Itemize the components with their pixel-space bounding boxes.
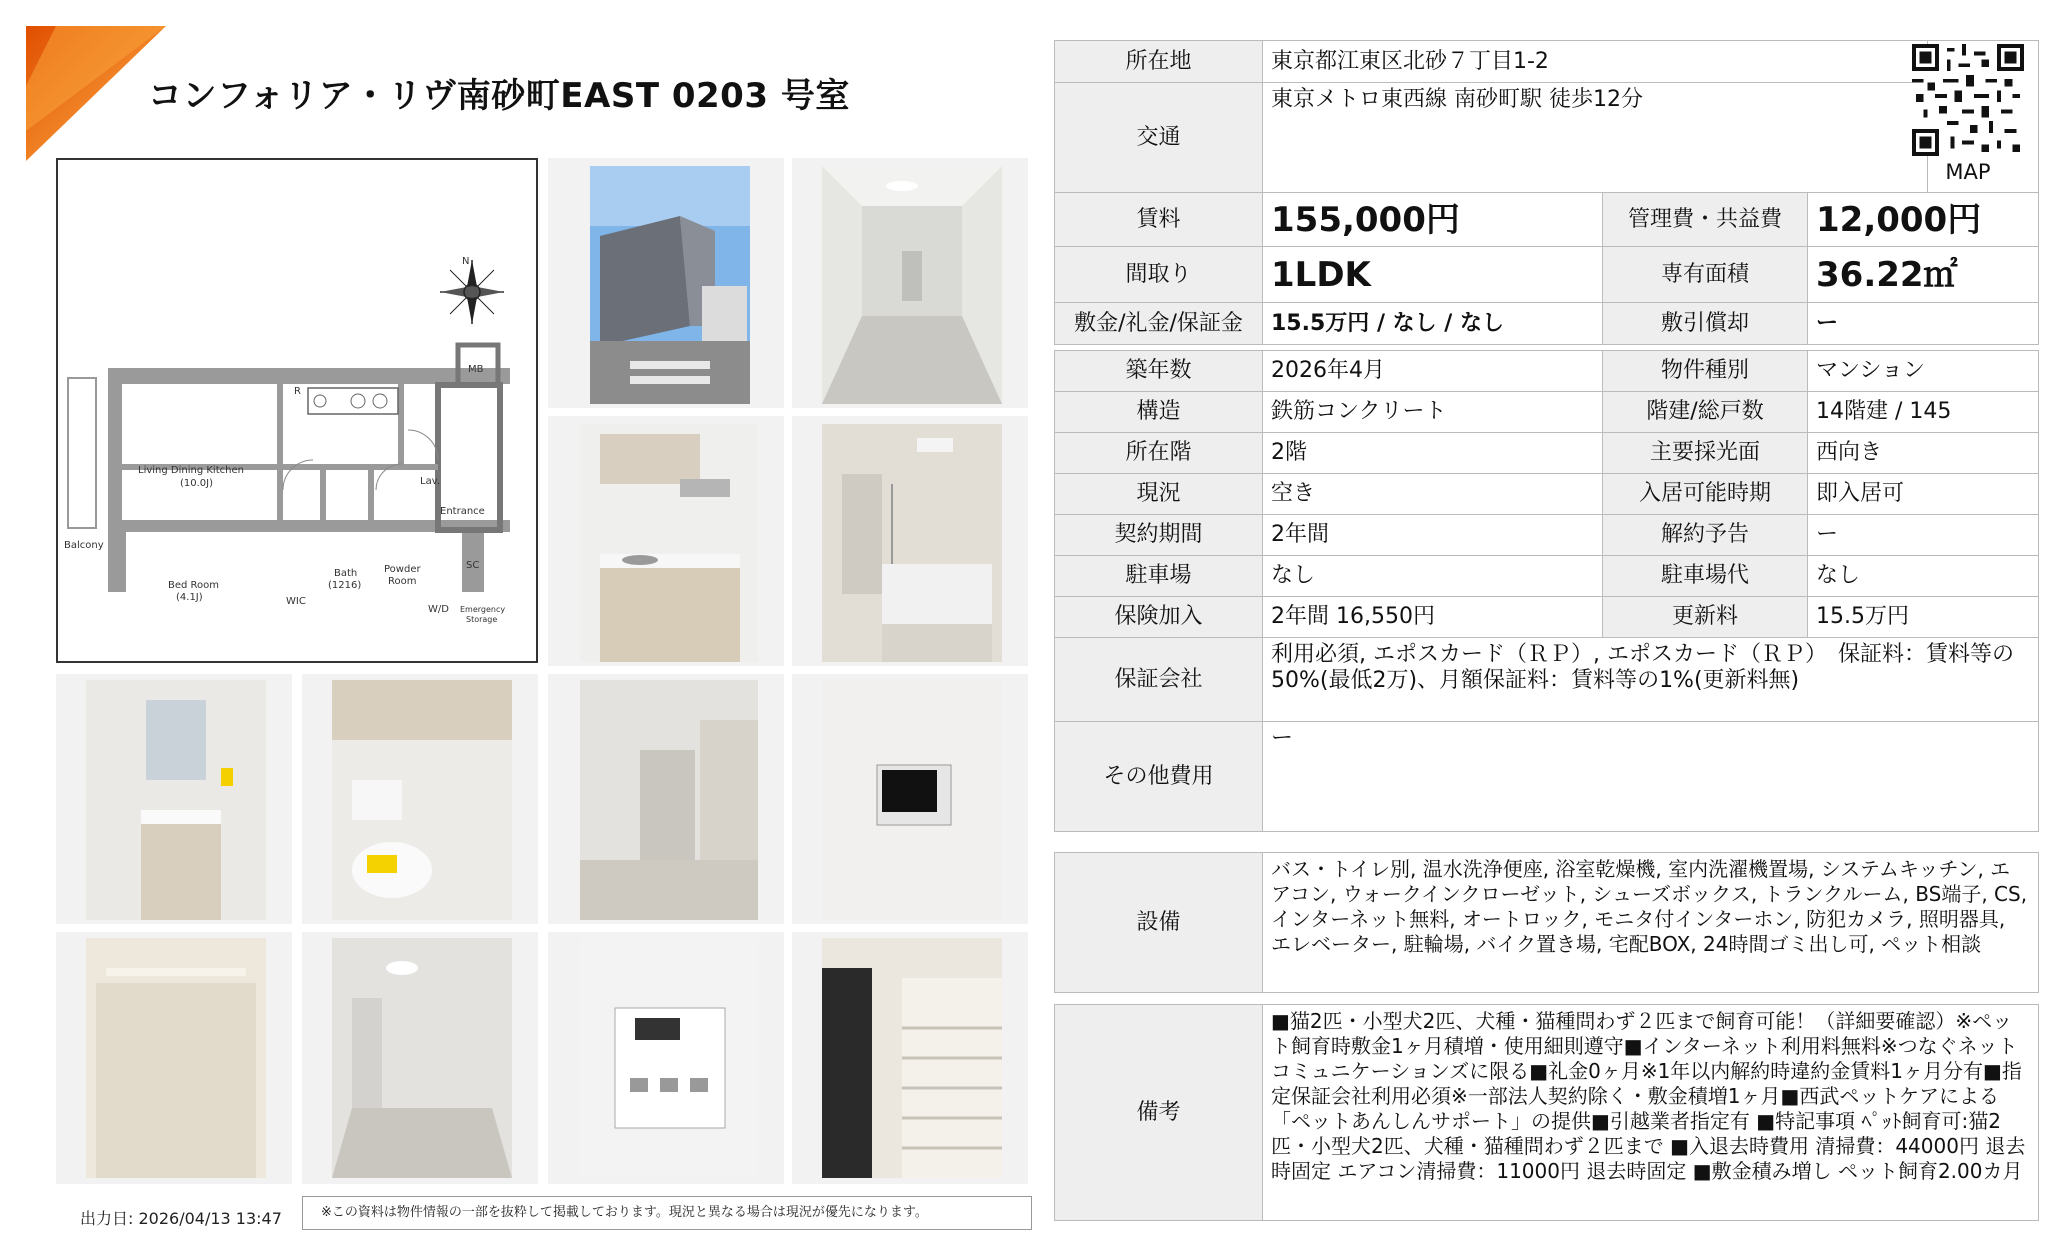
fp-label-bed-size: (4.1J) xyxy=(176,592,203,603)
fp-label-north: N xyxy=(462,256,470,267)
amortization-label: 敷引償却 xyxy=(1603,303,1808,345)
bath-controller-photo[interactable] xyxy=(580,938,758,1178)
equipment-table xyxy=(1054,852,2039,993)
insurance-value: 2年間 16,550円 xyxy=(1263,597,1603,638)
address-value: 東京都江東区北砂７丁目1-2 xyxy=(1263,41,1928,83)
property-title: コンフォリア・リヴ南砂町EAST 0203 号室 xyxy=(148,76,850,116)
other-fees-value: ー xyxy=(1263,722,2039,832)
shoe-cabinet-photo[interactable] xyxy=(822,938,1002,1178)
toilet-photo[interactable] xyxy=(332,680,512,920)
other-fees-label: その他費用 xyxy=(1055,722,1263,832)
fp-label-sc: SC xyxy=(466,560,480,571)
remarks-value: ■猫2匹・小型犬2匹、犬種・猫種問わず２匹まで飼育可能！（詳細要確認）※ペット飼育時敷金1ヶ月積増・使用細則遵守■インターネット利用料無料※つなぐネットコミュニケーションズに限る■礼金0ヶ月※1年以内解約時違約金賃料1ヶ月分有■指定保証会社利用必須※一部法人契約除く・敷金積増1ヶ月■西武ペットケアによる「ペットあんしんサポート」の提供■引越業者指定有 ■特記事項 ﾍﾟｯﾄ飼育可:猫2匹・小型犬2匹、犬種・猫種問わず２匹まで ■入退去時費用 清掃費：44000円 退去時固定 エアコン清掃費：11000円 退去時固定 ■敷金積み増し ペット飼育2.00カ月 xyxy=(1263,1005,2039,1221)
fp-label-entrance: Entrance xyxy=(440,506,485,517)
fp-label-mb: MB xyxy=(468,364,484,375)
bedroom-photo[interactable] xyxy=(332,938,512,1178)
fp-label-ldk-size: (10.0J) xyxy=(180,478,214,489)
amortization-value: ー xyxy=(1808,303,2039,345)
qr-map-label: MAP xyxy=(1945,160,1991,184)
parking-fee-value: なし xyxy=(1808,556,2039,597)
renewal-fee-value: 15.5万円 xyxy=(1808,597,2039,638)
fp-label-storage: Storage xyxy=(466,615,498,624)
kitchen-photo[interactable] xyxy=(580,424,758,662)
property-details-table xyxy=(1054,350,2039,832)
built-label: 築年数 xyxy=(1055,351,1263,392)
mgmt-fee-value: 12,000円 xyxy=(1808,193,2039,247)
built-value: 2026年4月 xyxy=(1263,351,1603,392)
corner-accent-graphic xyxy=(26,26,166,161)
floor-plan xyxy=(56,158,538,663)
area-label: 専有面積 xyxy=(1603,247,1808,303)
fp-label-powder-room: Room xyxy=(388,576,417,587)
floor-value: 2階 xyxy=(1263,433,1603,474)
contract-term-label: 契約期間 xyxy=(1055,515,1263,556)
disclaimer-note: ※この資料は物件情報の一部を抜粋して掲載しております。現況と異なる場合は現況が優先になります。 xyxy=(302,1196,1032,1230)
output-date: 出力日: 2026/04/13 13:47 xyxy=(80,1209,282,1228)
fp-label-bed: Bed Room xyxy=(168,580,220,591)
bathroom-photo[interactable] xyxy=(822,424,1002,662)
address-label: 所在地 xyxy=(1055,41,1263,83)
equipment-value: バス・トイレ別, 温水洗浄便座, 浴室乾燥機, 室内洗濯機置場, システムキッチン, エアコン, ウォークインクローゼット, シューズボックス, トランクルーム, BS端子, CS, インターネット無料, オートロック, モニタ付インターホン, 防犯カメラ, 照明器具, エレベーター, 駐輪場, バイク置き場, 宅配BOX, 24時間ゴミ出し可, ペット相談 xyxy=(1263,853,2039,993)
structure-value: 鉄筋コンクリート xyxy=(1263,392,1603,433)
washbasin-photo[interactable] xyxy=(86,680,266,920)
move-in-value: 即入居可 xyxy=(1808,474,2039,515)
guarantor-label: 保証会社 xyxy=(1055,638,1263,722)
equipment-label: 設備 xyxy=(1055,853,1263,993)
fp-label-bath-size: (1216) xyxy=(328,580,362,591)
insurance-label: 保険加入 xyxy=(1055,597,1263,638)
rent-label: 賃料 xyxy=(1055,193,1263,247)
access-value: 東京メトロ東西線 南砂町駅 徒歩12分 xyxy=(1263,83,1928,193)
parking-value: なし xyxy=(1263,556,1603,597)
rent-value: 155,000円 xyxy=(1263,193,1603,247)
move-in-label: 入居可能時期 xyxy=(1603,474,1808,515)
fp-label-powder: Powder xyxy=(384,564,421,575)
layout-label: 間取り xyxy=(1055,247,1263,303)
guarantor-value: 利用必須, エポスカード（ＲＰ）, エポスカード（ＲＰ） 保証料：賃料等の50%(最低2万)、月額保証料：賃料等の1%(更新料無) xyxy=(1263,638,2039,722)
access-label: 交通 xyxy=(1055,83,1263,193)
contract-term-value: 2年間 xyxy=(1263,515,1603,556)
remarks-label: 備考 xyxy=(1055,1005,1263,1221)
intercom-photo[interactable] xyxy=(822,680,1002,920)
fp-label-bath: Bath xyxy=(334,568,358,579)
floor-plan-drawing xyxy=(58,160,536,661)
deposit-value: 15.5万円 / なし / なし xyxy=(1263,303,1603,345)
floor-label: 所在階 xyxy=(1055,433,1263,474)
light-value: 西向き xyxy=(1808,433,2039,474)
qr-code-icon[interactable] xyxy=(1912,44,2024,156)
fp-label-lav: Lav. xyxy=(420,476,441,487)
cancel-notice-value: ー xyxy=(1808,515,2039,556)
fp-label-ldk: Living Dining Kitchen xyxy=(138,465,244,476)
parking-label: 駐車場 xyxy=(1055,556,1263,597)
structure-label: 構造 xyxy=(1055,392,1263,433)
floors-label: 階建/総戸数 xyxy=(1603,392,1808,433)
fp-label-emergency: Emergency xyxy=(460,605,506,614)
remarks-table xyxy=(1054,1004,2039,1221)
layout-value: 1LDK xyxy=(1263,247,1603,303)
fp-label-r: R xyxy=(294,386,301,397)
fp-label-wd: W/D xyxy=(428,604,449,615)
mgmt-fee-label: 管理費・共益費 xyxy=(1603,193,1808,247)
deposit-label: 敷金/礼金/保証金 xyxy=(1055,303,1263,345)
property-type-label: 物件種別 xyxy=(1603,351,1808,392)
parking-fee-label: 駐車場代 xyxy=(1603,556,1808,597)
living-room-photo[interactable] xyxy=(822,166,1002,404)
walk-in-closet-photo[interactable] xyxy=(86,938,266,1178)
property-summary-table xyxy=(1054,40,2039,345)
building-exterior-photo[interactable] xyxy=(590,166,750,404)
fp-label-wic: WIC xyxy=(286,596,306,607)
property-type-value: マンション xyxy=(1808,351,2039,392)
cancel-notice-label: 解約予告 xyxy=(1603,515,1808,556)
area-value: 36.22㎡ xyxy=(1808,247,2039,303)
compass-icon xyxy=(440,260,504,324)
entrance-photo[interactable] xyxy=(580,680,758,920)
light-label: 主要採光面 xyxy=(1603,433,1808,474)
floors-value: 14階建 / 145 xyxy=(1808,392,2039,433)
fp-label-balcony: Balcony xyxy=(64,540,104,551)
status-value: 空き xyxy=(1263,474,1603,515)
status-label: 現況 xyxy=(1055,474,1263,515)
renewal-fee-label: 更新料 xyxy=(1603,597,1808,638)
